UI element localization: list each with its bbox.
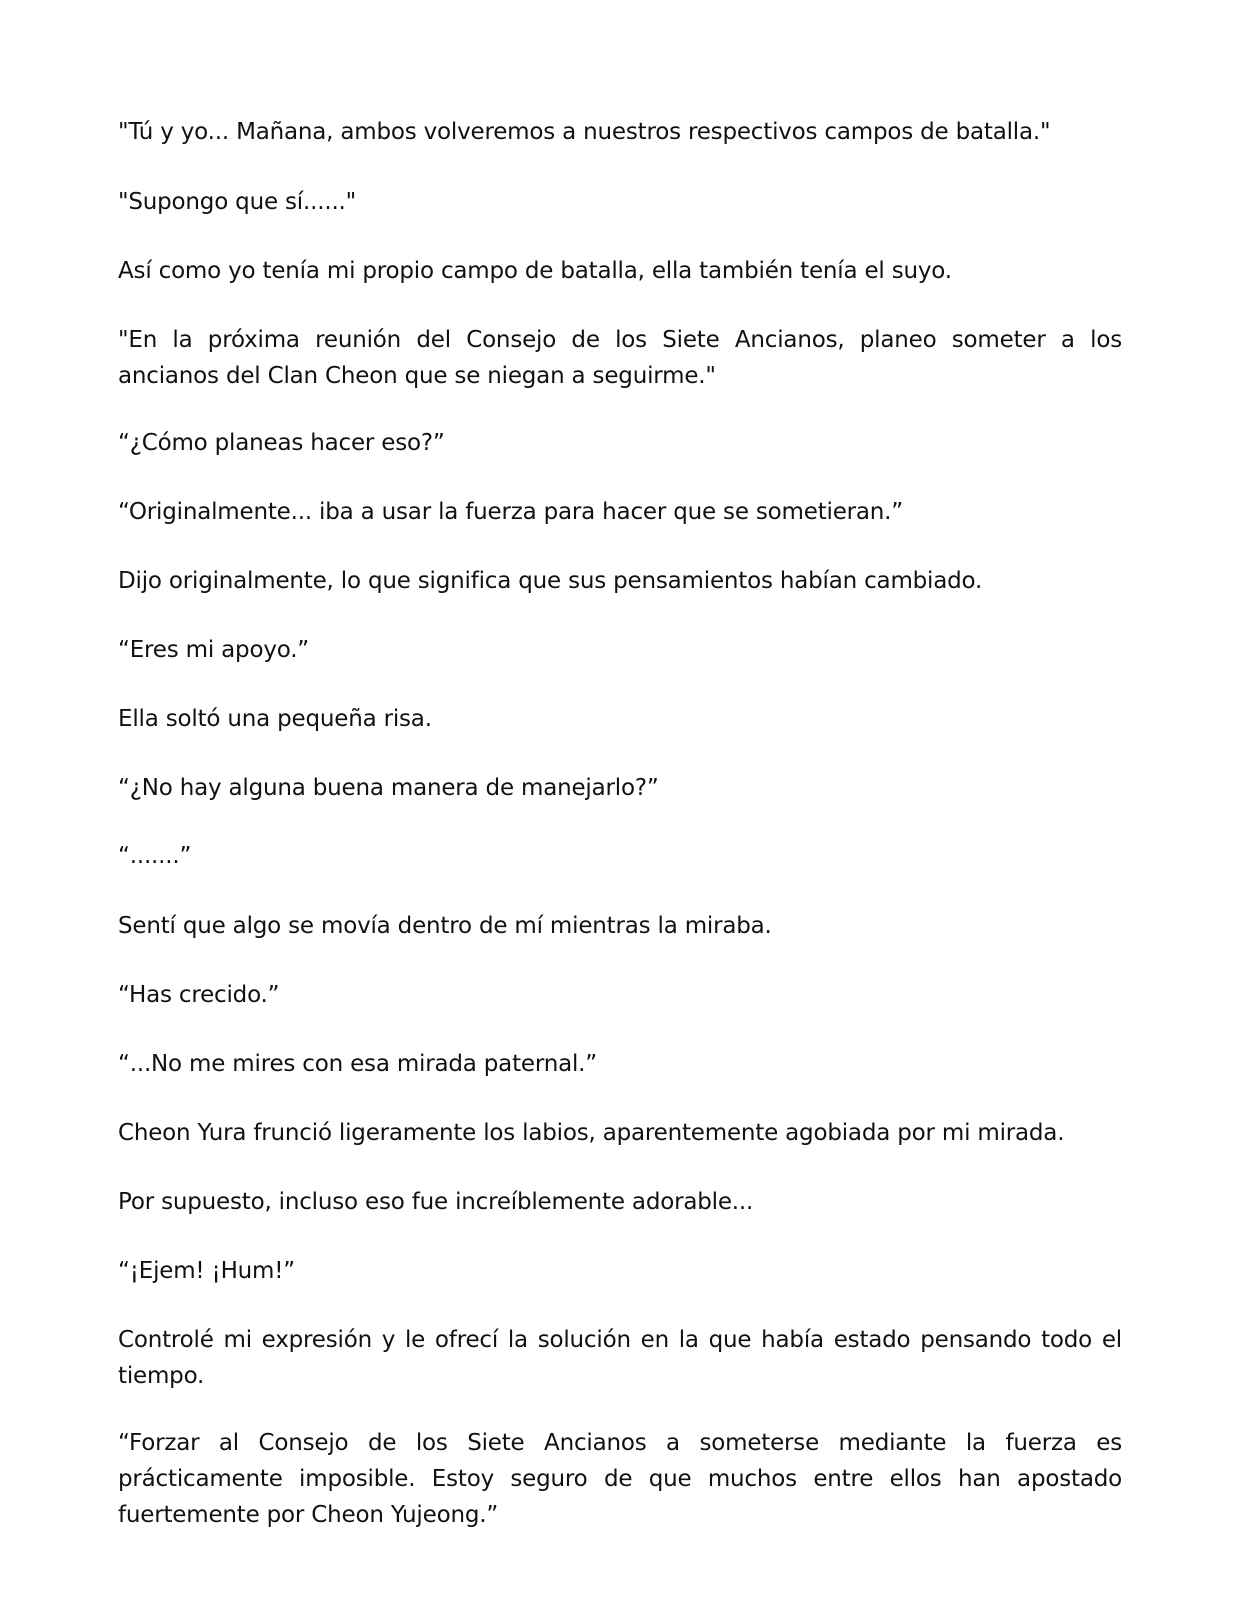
paragraph-15: Cheon Yura frunció ligeramente los labios, aparentemente agobiada por mi mirada. — [118, 1120, 1065, 1146]
paragraph-1: "Tú y yo... Mañana, ambos volveremos a nuestros respectivos campos de batalla." — [118, 119, 1051, 145]
paragraph-2: "Supongo que sí......" — [118, 189, 357, 215]
paragraph-9: Ella soltó una pequeña risa. — [118, 706, 432, 732]
paragraph-10: “¿No hay alguna buena manera de manejarlo?” — [118, 775, 659, 801]
paragraph-11: “.......” — [118, 843, 192, 869]
paragraph-19: “Forzar al Consejo de los Siete Ancianos a someterse mediante la fuerza es prácticamente imposible. Estoy seguro de que muchos entre ellos han apostado fuertemente por Cheon Yujeong.” — [118, 1430, 1122, 1528]
paragraph-3: Así como yo tenía mi propio campo de batalla, ella también tenía el suyo. — [118, 258, 952, 284]
paragraph-16: Por supuesto, incluso eso fue increíblemente adorable... — [118, 1189, 754, 1215]
paragraph-17: “¡Ejem! ¡Hum!” — [118, 1258, 295, 1284]
paragraph-6: “Originalmente... iba a usar la fuerza para hacer que se sometieran.” — [118, 499, 904, 525]
paragraph-8: “Eres mi apoyo.” — [118, 637, 310, 663]
paragraph-5: “¿Cómo planeas hacer eso?” — [118, 430, 445, 456]
paragraph-4: "En la próxima reunión del Consejo de los Siete Ancianos, planeo someter a los ancianos del Clan Cheon que se niegan a seguirme." — [118, 327, 1122, 389]
paragraph-18: Controlé mi expresión y le ofrecí la solución en la que había estado pensando todo el tiempo. — [118, 1327, 1122, 1389]
paragraph-12: Sentí que algo se movía dentro de mí mientras la miraba. — [118, 913, 772, 939]
paragraph-7: Dijo originalmente, lo que significa que sus pensamientos habían cambiado. — [118, 568, 983, 594]
paragraph-13: “Has crecido.” — [118, 982, 280, 1008]
paragraph-14: “...No me mires con esa mirada paternal.” — [118, 1051, 597, 1077]
